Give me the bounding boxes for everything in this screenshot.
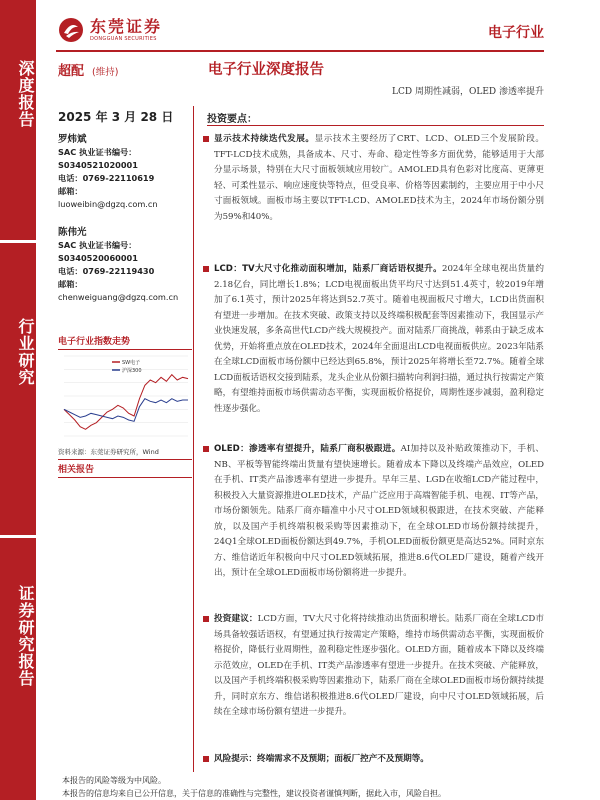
bullet-risk-warning	[214, 752, 544, 768]
index-chart-title: 电子行业指数走势	[58, 334, 192, 350]
analyst-email[interactable]: chenweiguang@dgzq.com.cn	[58, 292, 179, 302]
chart-source: 资料来源：东莞证券研究所，Wind	[58, 447, 192, 460]
analyst-phone: 电话：0769-22119430	[58, 266, 155, 276]
sector-label: 电子行业	[488, 25, 544, 41]
analyst-phone: 电话：0769-22110619	[58, 173, 155, 183]
brand-logo-icon	[58, 17, 84, 43]
bullet-marker-icon	[203, 756, 209, 762]
header-divider	[56, 50, 544, 52]
side-label-industry-research: 行业研究	[16, 318, 35, 386]
bullet-marker-icon	[203, 266, 209, 272]
analyst-card	[58, 226, 192, 304]
bullet-marker-icon	[203, 616, 209, 622]
bullet-marker-icon	[203, 136, 209, 142]
bullet-lcd	[214, 262, 544, 417]
bullet-lead: OLED：渗透率有望提升，陆系厂商积极跟进。	[214, 444, 401, 454]
brand-name-en: DONGGUAN SECURITIES	[90, 35, 157, 42]
column-divider	[193, 106, 194, 772]
side-separator	[0, 240, 36, 243]
bullet-lead: 风险提示：终端需求不及预期；面板厂控产不及预期等。	[214, 754, 429, 764]
analyst-name: 陈伟光	[58, 227, 87, 238]
chart-legend	[112, 359, 142, 374]
analyst-cert: S0340521020001	[58, 160, 138, 170]
footer-risk-level: 本报告的风险等级为中风险。	[62, 776, 166, 785]
bullet-display-tech	[214, 132, 544, 225]
legend-label-sw: SW电子	[122, 360, 141, 366]
rating	[58, 60, 118, 79]
brand-name: 东莞证券	[90, 16, 163, 36]
investment-points-title: 投资要点：	[207, 114, 257, 125]
legend-label-hs300: 沪深300	[122, 368, 142, 374]
side-label-deep-report: 深度报告	[16, 60, 35, 128]
footer-source-note: 本报告的信息均来自已公开信息，关于信息的准确性与完整性，建议投资者谨慎判断，据此入市，风险自担。	[62, 789, 446, 798]
bullet-lead: LCD：TV大尺寸化推动面积增加，陆系厂商话语权提升。	[214, 264, 442, 274]
analyst-card	[58, 133, 192, 211]
analyst-name: 罗炜斌	[58, 134, 87, 145]
analyst-email-label: 邮箱：	[58, 279, 83, 289]
side-separator	[0, 535, 36, 538]
rating-note: (维持)	[92, 67, 119, 78]
points-divider	[207, 125, 544, 126]
rating-level: 超配	[58, 64, 85, 79]
analyst-cert-label: SAC 执业证书编号：	[58, 240, 137, 250]
analyst-cert-label: SAC 执业证书编号：	[58, 147, 137, 157]
analyst-cert: S0340520060001	[58, 253, 138, 263]
bullet-text: 2024年全球电视出货量约2.18亿台，同比增长1.8%；LCD电视面板出货平均尺寸达到51.4英寸，较2019年增加了6.1英寸，预计2025年将达到52.7英寸。随着电视面板尺寸增大，LCD出货面积有望进一步增加。在技术突破、政策支持以及终端积极配套等因素推动下，我国显示产业快速发展，多条高世代LCD产线大规模投产。面对陆系厂商挑战，韩系由于缺乏成本优势，开始将重点放在OLED技术，2024年全面退出LCD电视面板供应。2023年陆系在全球LCD面板市场份额中已经达到65.8%，预计2025年将增长至72.7%。随着全球LCD面板话语权交接到陆系，龙头企业从份额扫描转向利润扫描，通过执行按需定产策略，有望维持面板市场供需动态平衡，实现面板价格捉价，周期性逐步减弱，盈利稳定性逐步强化。	[214, 264, 545, 414]
bullet-lead: 显示技术持续迭代发展。	[214, 134, 315, 144]
bullet-oled	[214, 442, 544, 582]
related-reports-title: 相关报告	[58, 462, 192, 478]
side-label-securities-research: 证券研究报告	[16, 585, 35, 687]
analyst-email[interactable]: luoweibin@dgzq.com.cn	[58, 199, 158, 209]
bullet-marker-icon	[203, 446, 209, 452]
report-title: 电子行业深度报告	[208, 62, 324, 78]
report-subtitle: LCD 周期性减弱，OLED 渗透率提升	[392, 87, 544, 97]
bullet-lead: 投资建议：	[214, 614, 258, 624]
footer-disclaimer	[62, 774, 446, 800]
report-date: 2025 年 3 月 28 日	[58, 110, 174, 124]
brand-logo	[58, 17, 162, 43]
index-chart	[58, 350, 192, 444]
bullet-text: LCD方面，TV大尺寸化将持续推动出货面积增长。陆系厂商在全球LCD市场具备较强话语权，有望通过执行按需定产策略，维持市场供需动态平衡，实现面板价格捉价，降低行业周期性，盈利稳定性逐步强化。OLED方面，随着成本下降以及终端示范效应，OLED在手机、IT类产品渗透率有望进一步提升。在技术突破、产能释放，以及国产手机终端积极采购等因素推动下，陆系厂商在全球OLED面板市场份额持续提升，同时京东方、维信诺积极推进8.6代OLED厂建设，向中尺寸OLED领域拓展，后续在全球市场份额有望进一步提升。	[214, 614, 544, 717]
bullet-investment-advice	[214, 612, 544, 721]
bullet-text: 显示技术主要经历了CRT、LCD、OLED三个发展阶段。TFT-LCD技术成熟，具备成本、尺寸、寿命、稳定性等多方面优势，能够适用于大部分显示场景，特别在大尺寸面板领域应用较广。AMOLED具有色彩对比度高、更薄更轻、可柔性显示、响应速度快等特点，但受良率、价格等因素制约，主要应用于中小尺寸面板领域。面板市场主要以TFT-LCD、AMOLED技术为主，2024年市场份额分别为59%和40%。	[214, 134, 544, 222]
bullet-text: AI加持以及补贴政策推动下，手机、NB、平板等智能终端出货量有望快速增长。随着成本下降以及终端产品效应，OLED在手机、IT类产品渗透率有望进一步提升。早年三星、LGD在收缩LCD产能过程中，积极投入大量资源推进OLED技术，产品广泛应用于高端智能手机、电视、IT等产品，市场份额领先。陆系厂商亦瞄准中小尺寸OLED领域积极跟进，在技术突破、产能释放，以及国产手机终端积极采购等因素推动下，在全球OLED市场份额持续提升，24Q1全球OLED面板份额达到49.7%，手机OLED面板份额更是高达52%。同时京东方、维信诺近年积极向中尺寸OLED领域拓展，推进8.6代OLED厂建设，随着产线开出，预计在全球OLED面板市场份额将进一步提升。	[214, 444, 544, 578]
analyst-email-label: 邮箱：	[58, 186, 83, 196]
